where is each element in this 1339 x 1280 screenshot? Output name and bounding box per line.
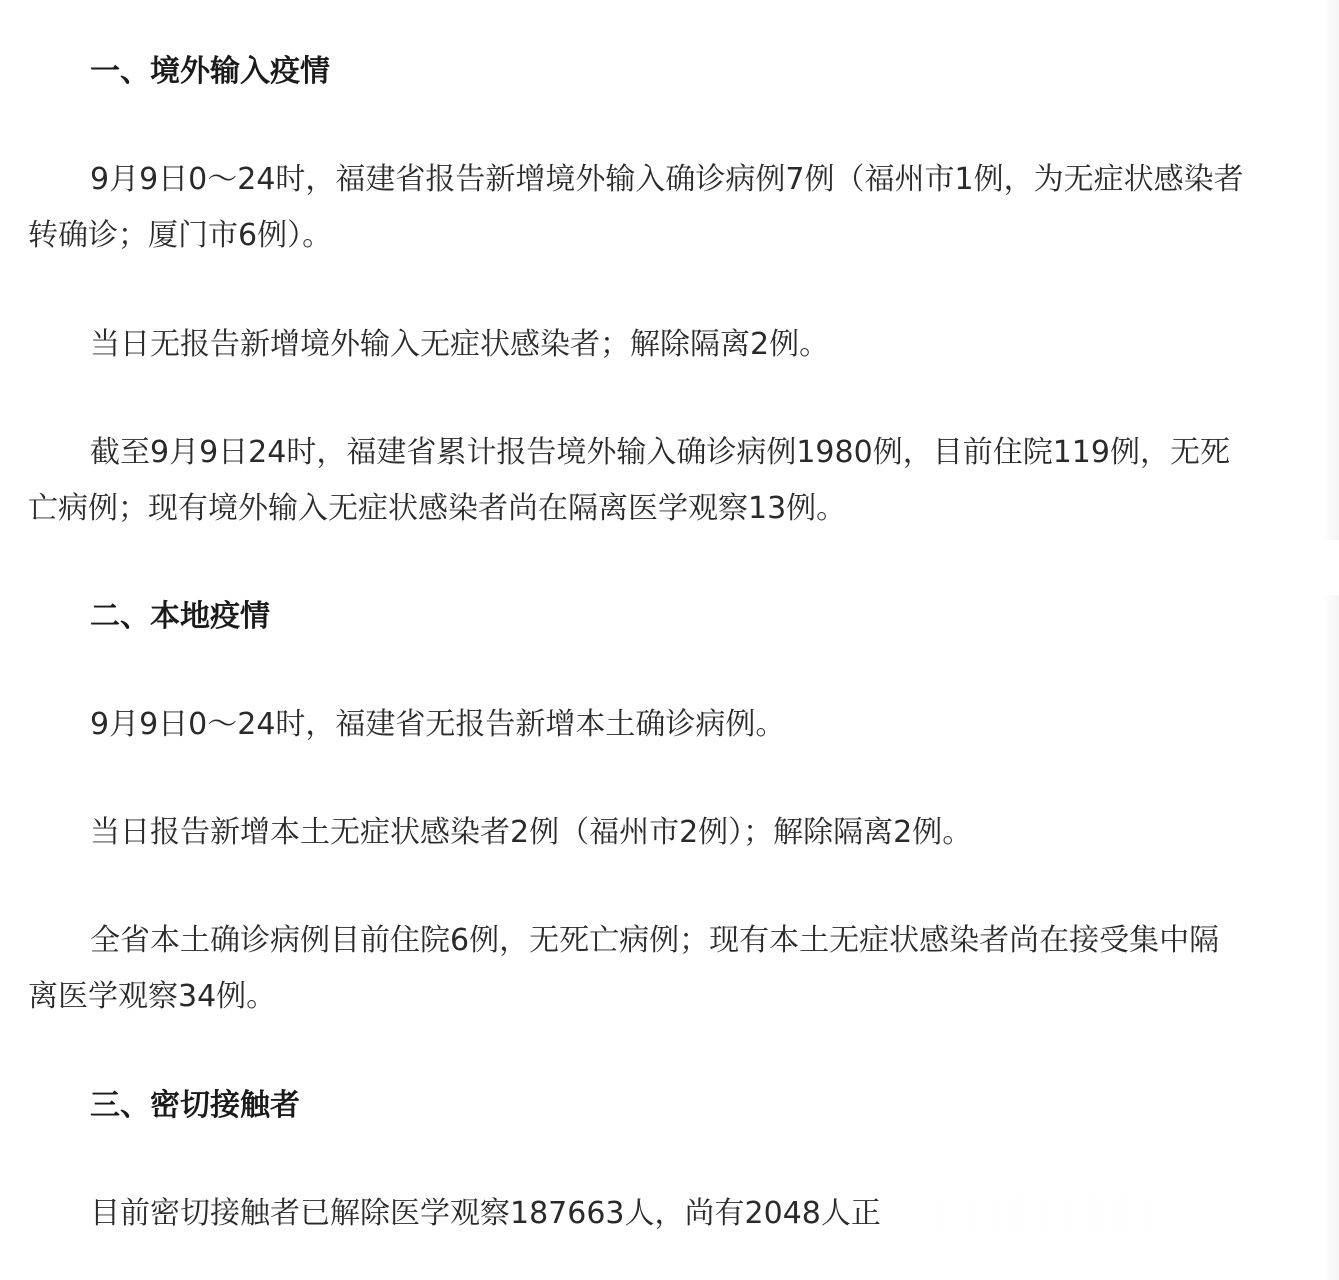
paragraph-local-asymptomatic: 当日报告新增本土无症状感染者2例（福州市2例）；解除隔离2例。 <box>90 815 973 850</box>
section-heading-local: 二、本地疫情 <box>90 599 270 634</box>
page-right-edge <box>1323 0 1339 1280</box>
paragraph-close-contacts: 目前密切接触者已解除医学观察187663人，尚有2048人正 <box>90 1196 881 1231</box>
paragraph-local-hospitalized: 全省本土确诊病例目前住院6例，无死亡病例；现有本土无症状感染者尚在接受集中隔离医学观察34例。 <box>28 923 1220 1014</box>
edge-gap <box>1323 540 1339 595</box>
section-heading-close-contacts: 三、密切接触者 <box>90 1088 300 1123</box>
paragraph-overseas-new-cases: 9月9日0～24时，福建省报告新增境外输入确诊病例7例（福州市1例，为无症状感染者转确诊；厦门市6例）。 <box>28 162 1244 253</box>
paragraph-overseas-cumulative: 截至9月9日24时，福建省累计报告境外输入确诊病例1980例，目前住院119例，无死亡病例；现有境外输入无症状感染者尚在隔离医学观察13例。 <box>28 435 1230 526</box>
watermark-blur <box>930 1192 1180 1238</box>
paragraph-overseas-asymptomatic: 当日无报告新增境外输入无症状感染者；解除隔离2例。 <box>90 327 830 362</box>
section-heading-overseas: 一、境外输入疫情 <box>90 54 330 89</box>
paragraph-local-new-cases: 9月9日0～24时，福建省无报告新增本土确诊病例。 <box>90 707 786 742</box>
